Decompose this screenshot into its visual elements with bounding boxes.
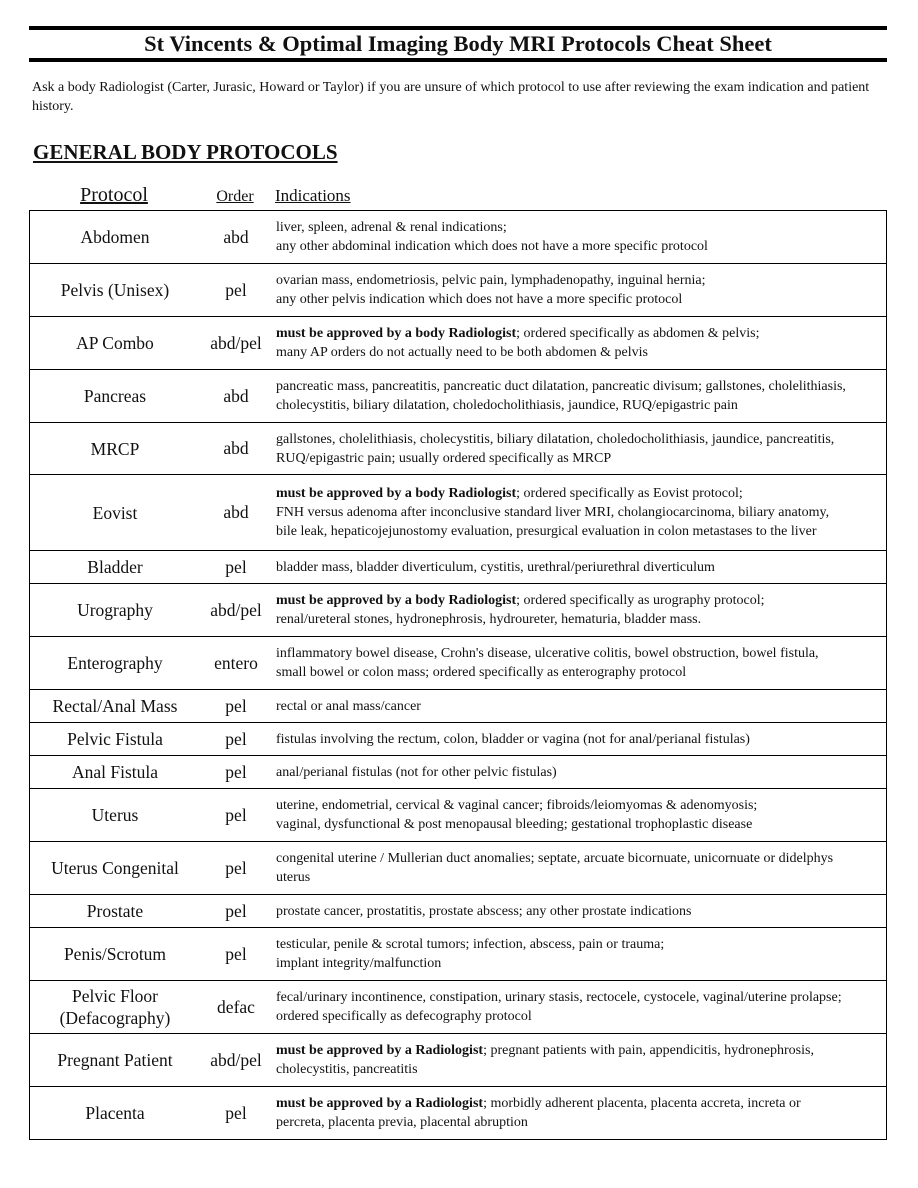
indication-line bbox=[276, 644, 884, 663]
indication-line bbox=[276, 697, 884, 716]
protocol-name: Anal Fistula bbox=[30, 756, 201, 789]
indication-text: fistulas involving the rectum, colon, bladder or vagina (not for anal/perianal fistulas) bbox=[276, 731, 750, 747]
table-row bbox=[30, 928, 887, 981]
table-row bbox=[30, 317, 887, 370]
indication-line bbox=[276, 343, 884, 362]
table-row bbox=[30, 842, 887, 895]
column-header-protocol: Protocol bbox=[80, 184, 148, 206]
table-row bbox=[30, 370, 887, 423]
indication-text: ; ordered specifically as abdomen & pelvis; bbox=[516, 326, 760, 341]
order-code: pel bbox=[200, 723, 272, 756]
approval-requirement: must be approved by a Radiologist bbox=[276, 1043, 484, 1058]
approval-requirement: must be approved by a body Radiologist bbox=[276, 593, 517, 608]
indication-line bbox=[276, 935, 884, 954]
indication-line bbox=[276, 730, 884, 749]
indication-text: ; pregnant patients with pain, appendicitis, hydronephrosis, bbox=[483, 1043, 814, 1058]
indication-text: pancreatic mass, pancreatitis, pancreatic duct dilatation, pancreatic divisum; gallstones, cholelithiasis, bbox=[276, 379, 846, 394]
indication-line bbox=[276, 1041, 884, 1060]
protocol-name: Uterus bbox=[30, 789, 201, 842]
indications-cell bbox=[272, 423, 887, 475]
indication-line bbox=[276, 796, 884, 815]
indication-line bbox=[276, 1060, 884, 1079]
indication-text: gallstones, cholelithiasis, cholecystitis, biliary dilatation, choledocholithiasis, jaundice, pancreatitis, bbox=[276, 431, 835, 447]
table-row bbox=[30, 723, 887, 756]
indication-text: testicular, penile & scrotal tumors; infection, abscess, pain or trauma; bbox=[276, 937, 665, 952]
order-code: abd bbox=[200, 211, 272, 264]
table-row bbox=[30, 895, 887, 928]
indication-line bbox=[276, 868, 884, 887]
table-row bbox=[30, 264, 887, 317]
section-heading: GENERAL BODY PROTOCOLS bbox=[33, 140, 338, 164]
table-row bbox=[30, 1034, 887, 1087]
indication-text: small bowel or colon mass; ordered specifically as enterography protocol bbox=[276, 665, 687, 680]
indication-text: vaginal, dysfunctional & post menopausal bleeding; gestational trophoplastic disease bbox=[276, 817, 753, 832]
indication-line bbox=[276, 988, 884, 1007]
indications-cell bbox=[272, 317, 887, 370]
indication-text: ; ordered specifically as Eovist protocol; bbox=[516, 486, 743, 501]
indication-text: any other abdominal indication which does not have a more specific protocol bbox=[276, 239, 708, 254]
indications-cell bbox=[272, 637, 887, 690]
protocol-name: Abdomen bbox=[30, 211, 201, 264]
indications-cell bbox=[272, 584, 887, 637]
protocol-name: Enterography bbox=[30, 637, 201, 690]
indication-line bbox=[276, 218, 884, 237]
protocol-name: AP Combo bbox=[30, 317, 201, 370]
indication-line bbox=[276, 377, 884, 396]
indication-text: ovarian mass, endometriosis, pelvic pain, lymphadenopathy, inguinal hernia; bbox=[276, 273, 706, 288]
protocol-name: Prostate bbox=[30, 895, 201, 928]
indications-cell bbox=[272, 981, 887, 1034]
table-row bbox=[30, 789, 887, 842]
order-code: pel bbox=[200, 789, 272, 842]
indication-text: fecal/urinary incontinence, constipation, urinary stasis, rectocele, cystocele, vaginal/uterine prolapse; bbox=[276, 990, 842, 1005]
indication-line bbox=[276, 1113, 884, 1132]
indication-text: ; morbidly adherent placenta, placenta accreta, increta or bbox=[483, 1096, 801, 1111]
indication-line bbox=[276, 449, 884, 468]
indication-line bbox=[276, 290, 884, 309]
indication-line bbox=[276, 558, 884, 577]
approval-requirement: must be approved by a body Radiologist bbox=[276, 326, 517, 341]
indication-text: rectal or anal mass/cancer bbox=[276, 698, 421, 714]
indications-cell bbox=[272, 211, 887, 264]
indication-text: ; ordered specifically as urography protocol; bbox=[516, 593, 765, 608]
indication-text: cholecystitis, biliary dilatation, choledocholithiasis, jaundice, RUQ/epigastric pain bbox=[276, 398, 738, 413]
table-row bbox=[30, 423, 887, 475]
order-code: abd bbox=[200, 423, 272, 475]
table-row bbox=[30, 584, 887, 637]
indications-cell bbox=[272, 928, 887, 981]
protocol-name: Bladder bbox=[30, 551, 201, 584]
table-row bbox=[30, 1087, 887, 1140]
indication-line bbox=[276, 430, 884, 449]
indication-line bbox=[276, 902, 884, 921]
indication-line bbox=[276, 237, 884, 256]
indication-text: many AP orders do not actually need to be both abdomen & pelvis bbox=[276, 345, 648, 360]
indication-line bbox=[276, 610, 884, 629]
column-header-indications: Indications bbox=[275, 186, 351, 205]
table-row bbox=[30, 211, 887, 264]
indication-text: inflammatory bowel disease, Crohn's disease, ulcerative colitis, bowel obstruction, bowel fistula, bbox=[276, 646, 819, 661]
order-code: abd/pel bbox=[200, 1034, 272, 1087]
table-row bbox=[30, 756, 887, 789]
indications-cell bbox=[272, 723, 887, 756]
protocol-name: Pancreas bbox=[30, 370, 201, 423]
protocols-table bbox=[29, 210, 887, 1140]
protocol-name: Pregnant Patient bbox=[30, 1034, 201, 1087]
indication-line bbox=[276, 324, 884, 343]
indication-line bbox=[276, 1007, 884, 1026]
table-row bbox=[30, 690, 887, 723]
protocol-name: Uterus Congenital bbox=[30, 842, 201, 895]
indications-cell bbox=[272, 690, 887, 723]
order-code: entero bbox=[200, 637, 272, 690]
indications-cell bbox=[272, 475, 887, 551]
indication-line bbox=[276, 849, 884, 868]
order-code: abd/pel bbox=[200, 584, 272, 637]
page-title: St Vincents & Optimal Imaging Body MRI Protocols Cheat Sheet bbox=[29, 26, 887, 62]
indication-text: FNH versus adenoma after inconclusive standard liver MRI, cholangiocarcinoma, biliary anatomy, bbox=[276, 505, 830, 520]
order-code: pel bbox=[200, 928, 272, 981]
indication-line bbox=[276, 763, 884, 782]
order-code: pel bbox=[200, 895, 272, 928]
protocol-name: Rectal/Anal Mass bbox=[30, 690, 201, 723]
protocol-name: Pelvis (Unisex) bbox=[30, 264, 201, 317]
indication-line bbox=[276, 815, 884, 834]
approval-requirement: must be approved by a Radiologist bbox=[276, 1096, 484, 1111]
indication-line bbox=[276, 591, 884, 610]
indications-cell bbox=[272, 895, 887, 928]
protocol-name: Urography bbox=[30, 584, 201, 637]
table-row bbox=[30, 551, 887, 584]
order-code: abd bbox=[200, 370, 272, 423]
indication-line bbox=[276, 503, 884, 522]
indication-text: bladder mass, bladder diverticulum, cystitis, urethral/periurethral diverticulum bbox=[276, 559, 715, 575]
order-code: defac bbox=[200, 981, 272, 1034]
indications-cell bbox=[272, 789, 887, 842]
protocol-name: Pelvic Floor (Defacography) bbox=[30, 981, 201, 1034]
indication-line bbox=[276, 396, 884, 415]
order-code: pel bbox=[200, 690, 272, 723]
indication-text: ordered specifically as defecography protocol bbox=[276, 1009, 532, 1024]
indication-text: percreta, placenta previa, placental abruption bbox=[276, 1115, 528, 1130]
indication-line bbox=[276, 271, 884, 290]
protocol-name: Placenta bbox=[30, 1087, 201, 1140]
indications-cell bbox=[272, 370, 887, 423]
table-row bbox=[30, 475, 887, 551]
indication-line bbox=[276, 954, 884, 973]
indication-line bbox=[276, 663, 884, 682]
indications-cell bbox=[272, 842, 887, 895]
indication-text: prostate cancer, prostatitis, prostate abscess; any other prostate indications bbox=[276, 903, 692, 919]
indication-text: uterine, endometrial, cervical & vaginal cancer; fibroids/leiomyomas & adenomyosis; bbox=[276, 798, 758, 813]
indication-text: uterus bbox=[276, 870, 311, 885]
indication-line bbox=[276, 522, 884, 541]
column-header-order: Order bbox=[216, 188, 254, 205]
protocol-name: MRCP bbox=[30, 423, 201, 475]
approval-requirement: must be approved by a body Radiologist bbox=[276, 486, 517, 501]
indication-text: bile leak, hepaticojejunostomy evaluation, presurgical evaluation in colon metastases to the liver bbox=[276, 524, 817, 539]
indication-text: renal/ureteral stones, hydronephrosis, hydroureter, hematuria, bladder mass. bbox=[276, 612, 702, 627]
protocol-name: Penis/Scrotum bbox=[30, 928, 201, 981]
order-code: pel bbox=[200, 842, 272, 895]
order-code: pel bbox=[200, 551, 272, 584]
order-code: abd/pel bbox=[200, 317, 272, 370]
indication-text: any other pelvis indication which does not have a more specific protocol bbox=[276, 292, 683, 307]
order-code: pel bbox=[200, 756, 272, 789]
order-code: pel bbox=[200, 1087, 272, 1140]
protocols-table-body bbox=[30, 211, 887, 1140]
indication-text: anal/perianal fistulas (not for other pelvic fistulas) bbox=[276, 764, 557, 780]
table-row bbox=[30, 981, 887, 1034]
protocol-name: Eovist bbox=[30, 475, 201, 551]
indications-cell bbox=[272, 756, 887, 789]
table-row bbox=[30, 637, 887, 690]
indications-cell bbox=[272, 551, 887, 584]
indication-line bbox=[276, 1094, 884, 1113]
intro-text: Ask a body Radiologist (Carter, Jurasic, Howard or Taylor) if you are unsure of which protocol to use after reviewing the exam indication and patient history. bbox=[32, 80, 870, 114]
indications-cell bbox=[272, 264, 887, 317]
indications-cell bbox=[272, 1087, 887, 1140]
indication-text: RUQ/epigastric pain; usually ordered specifically as MRCP bbox=[276, 450, 612, 466]
indication-text: liver, spleen, adrenal & renal indications; bbox=[276, 220, 507, 235]
indications-cell bbox=[272, 1034, 887, 1087]
indication-text: congenital uterine / Mullerian duct anomalies; septate, arcuate bicornuate, unicornuate or didelphys bbox=[276, 851, 834, 866]
indication-text: implant integrity/malfunction bbox=[276, 956, 442, 971]
order-code: pel bbox=[200, 264, 272, 317]
indication-text: cholecystitis, pancreatitis bbox=[276, 1062, 418, 1077]
protocol-name: Pelvic Fistula bbox=[30, 723, 201, 756]
order-code: abd bbox=[200, 475, 272, 551]
indication-line bbox=[276, 484, 884, 503]
